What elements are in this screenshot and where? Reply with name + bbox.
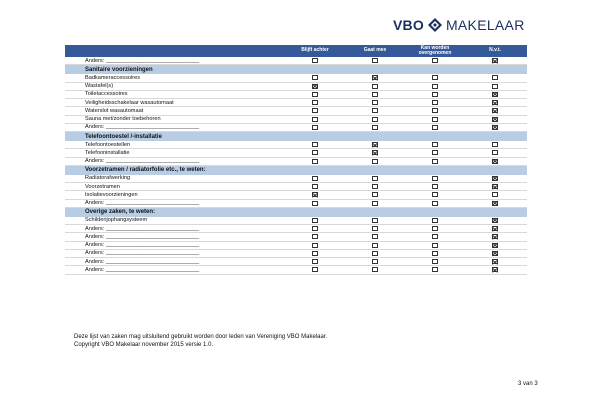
section-heading: Sanitaire voorzieningen: [65, 65, 527, 74]
checkbox[interactable]: [372, 226, 378, 231]
logo-vbo-text: VBO: [393, 17, 424, 33]
checkbox[interactable]: [432, 201, 438, 206]
row-label: Anders: ______________________________: [85, 200, 200, 207]
checked-checkbox[interactable]: [372, 75, 378, 80]
checked-checkbox[interactable]: [492, 159, 498, 164]
table-row: [65, 107, 527, 115]
row-label: Telefoontoestellen: [85, 141, 131, 148]
checked-checkbox[interactable]: [492, 117, 498, 122]
checkbox[interactable]: [492, 150, 498, 155]
checkbox[interactable]: [312, 117, 318, 122]
checkbox[interactable]: [432, 125, 438, 130]
section-heading: Telefoontoestel /-installatie: [65, 132, 527, 141]
checkbox-cell: [465, 84, 525, 89]
checkbox[interactable]: [312, 100, 318, 105]
checkbox-cell: [345, 150, 405, 155]
checkbox-cell: [405, 226, 465, 231]
table-row: [65, 124, 527, 132]
row-label: Wastafel(s): [85, 83, 114, 90]
table-row: [65, 149, 527, 157]
table-row: [65, 200, 527, 208]
checkbox[interactable]: [312, 226, 318, 231]
table-row: [65, 158, 527, 166]
checkbox-cell: [345, 159, 405, 164]
checkbox-cell: [405, 176, 465, 181]
checkbox[interactable]: [312, 267, 318, 272]
checked-checkbox[interactable]: [492, 108, 498, 113]
row-label: Radiatorafwerking: [85, 175, 131, 182]
checkbox-cell: [285, 108, 345, 113]
checkbox[interactable]: [432, 184, 438, 189]
checkbox[interactable]: [372, 108, 378, 113]
checkbox[interactable]: [432, 58, 438, 63]
checkbox[interactable]: [372, 84, 378, 89]
checkbox[interactable]: [432, 234, 438, 239]
checked-checkbox[interactable]: [372, 150, 378, 155]
checkbox[interactable]: [432, 117, 438, 122]
checked-checkbox[interactable]: [492, 125, 498, 130]
checkbox-cell: [405, 100, 465, 105]
table-row: [65, 83, 527, 91]
checked-checkbox[interactable]: [492, 92, 498, 97]
checkbox[interactable]: [432, 75, 438, 80]
checkbox-cell: [405, 108, 465, 113]
checked-checkbox[interactable]: [492, 226, 498, 231]
checkbox-cell: [405, 75, 465, 80]
checkbox[interactable]: [432, 142, 438, 147]
logo-diamond-icon: [428, 18, 442, 32]
checkbox-cell: [345, 125, 405, 130]
page-number: 3 van 3: [518, 381, 538, 387]
checkbox-cell: [465, 184, 525, 189]
checkbox[interactable]: [432, 267, 438, 272]
checkbox-cell: [285, 267, 345, 272]
table-row: [65, 217, 527, 225]
checkbox-cell: [465, 100, 525, 105]
checkbox[interactable]: [432, 159, 438, 164]
checkbox[interactable]: [372, 267, 378, 272]
checkbox[interactable]: [492, 142, 498, 147]
checkbox-cell: [285, 251, 345, 256]
checkbox-cell: [405, 218, 465, 223]
checkbox[interactable]: [312, 234, 318, 239]
checked-checkbox[interactable]: [312, 192, 318, 197]
checkbox[interactable]: [312, 218, 318, 223]
checkbox[interactable]: [312, 108, 318, 113]
table-row: [65, 57, 527, 65]
table-row: [65, 116, 527, 124]
checkbox-cell: [285, 142, 345, 147]
checkbox-cell: [285, 243, 345, 248]
checkbox[interactable]: [312, 92, 318, 97]
checkbox-cell: [405, 150, 465, 155]
checkbox[interactable]: [432, 251, 438, 256]
checkbox[interactable]: [372, 201, 378, 206]
row-label: Schilderijophangsysteem: [85, 217, 148, 224]
row-label: Isolatievoorzieningen: [85, 191, 138, 198]
copyright-footer: [74, 334, 327, 349]
checkbox-cell: [465, 201, 525, 206]
checkbox[interactable]: [312, 243, 318, 248]
checkbox-cell: [345, 201, 405, 206]
checkbox-cell: [465, 125, 525, 130]
checkbox[interactable]: [372, 184, 378, 189]
checkbox[interactable]: [432, 192, 438, 197]
checkbox-cell: [465, 142, 525, 147]
checkbox[interactable]: [372, 259, 378, 264]
checkbox[interactable]: [312, 142, 318, 147]
col-header-nvt: N.v.t.: [489, 47, 501, 54]
checked-checkbox[interactable]: [492, 184, 498, 189]
checkbox-cell: [285, 117, 345, 122]
checkbox[interactable]: [372, 159, 378, 164]
table-body: [65, 57, 527, 275]
checkbox[interactable]: [372, 176, 378, 181]
table-row: [65, 99, 527, 107]
table-row: [65, 141, 527, 149]
checkbox[interactable]: [432, 226, 438, 231]
checkbox-cell: [465, 267, 525, 272]
checkbox[interactable]: [492, 84, 498, 89]
checkbox[interactable]: [432, 100, 438, 105]
checkbox-cell: [465, 108, 525, 113]
checkbox-cell: [345, 267, 405, 272]
vbo-makelaar-logo: [393, 16, 525, 34]
row-label: Anders: ______________________________: [85, 266, 200, 273]
checkbox-cell: [465, 218, 525, 223]
checkbox-cell: [405, 125, 465, 130]
checkbox-cell: [405, 251, 465, 256]
checkbox-cell: [465, 75, 525, 80]
table-row: [65, 233, 527, 241]
checkbox-cell: [285, 192, 345, 197]
checkbox[interactable]: [372, 100, 378, 105]
checkbox-cell: [345, 100, 405, 105]
row-label: Toiletaccessoires: [85, 91, 128, 98]
checkbox-cell: [345, 184, 405, 189]
checkbox-cell: [285, 100, 345, 105]
checked-checkbox[interactable]: [492, 201, 498, 206]
checkbox[interactable]: [372, 218, 378, 223]
checkbox-cell: [465, 192, 525, 197]
row-label: Waterslot wasautomaat: [85, 107, 144, 114]
section-heading: Voorzetramen / radiatorfolie etc., te weten:: [65, 166, 527, 175]
checkbox-cell: [405, 201, 465, 206]
checkbox-cell: [465, 251, 525, 256]
row-label: Anders: ______________________________: [85, 57, 200, 64]
checkbox[interactable]: [312, 125, 318, 130]
checkbox-cell: [345, 108, 405, 113]
checkbox-cell: [465, 58, 525, 63]
checkbox[interactable]: [432, 243, 438, 248]
checkbox[interactable]: [312, 251, 318, 256]
checkbox-cell: [405, 84, 465, 89]
checkbox-cell: [465, 159, 525, 164]
checkbox-cell: [405, 58, 465, 63]
checked-checkbox[interactable]: [492, 251, 498, 256]
checkbox-cell: [345, 243, 405, 248]
checkbox-cell: [345, 84, 405, 89]
checked-checkbox[interactable]: [492, 100, 498, 105]
checkbox-cell: [345, 58, 405, 63]
footer-line-2: Copyright VBO Makelaar november 2015 versie 1.0.: [74, 341, 214, 348]
table-row: [65, 242, 527, 250]
checkbox-cell: [285, 125, 345, 130]
checkbox-cell: [405, 234, 465, 239]
row-label: Sauna met/zonder toebehoren: [85, 116, 161, 123]
row-label: Telefooninstallatie: [85, 149, 130, 156]
checkbox[interactable]: [372, 234, 378, 239]
checked-checkbox[interactable]: [492, 218, 498, 223]
table-row: [65, 175, 527, 183]
checkbox-cell: [405, 117, 465, 122]
checkbox-cell: [285, 184, 345, 189]
checkbox[interactable]: [432, 176, 438, 181]
checkbox-cell: [405, 192, 465, 197]
row-label: Anders: ______________________________: [85, 242, 200, 249]
checkbox-cell: [285, 201, 345, 206]
table-row: [65, 191, 527, 199]
checkbox[interactable]: [372, 92, 378, 97]
checkbox-cell: [345, 192, 405, 197]
checkbox-cell: [345, 259, 405, 264]
row-label: Anders: ______________________________: [85, 258, 200, 265]
checkbox[interactable]: [372, 251, 378, 256]
col-header-kan-worden-overgenomen: Kan worden overgenomen: [418, 44, 452, 56]
checkbox-cell: [405, 159, 465, 164]
table-row: [65, 266, 527, 274]
checkbox-cell: [465, 150, 525, 155]
checkbox-cell: [345, 234, 405, 239]
checkbox-cell: [345, 75, 405, 80]
checkbox[interactable]: [312, 75, 318, 80]
checkbox[interactable]: [432, 108, 438, 113]
checked-checkbox[interactable]: [492, 267, 498, 272]
col-header-blijft-achter: Blijft achter: [301, 47, 329, 54]
checkbox-cell: [465, 226, 525, 231]
checkbox-cell: [285, 75, 345, 80]
checkbox[interactable]: [492, 75, 498, 80]
checkbox-cell: [345, 226, 405, 231]
checked-checkbox[interactable]: [372, 142, 378, 147]
checkbox-cell: [285, 226, 345, 231]
checkbox-cell: [285, 84, 345, 89]
checkbox[interactable]: [312, 259, 318, 264]
checkbox-cell: [345, 176, 405, 181]
checkbox[interactable]: [492, 192, 498, 197]
row-label: Voorzetramen: [85, 183, 120, 190]
checkbox-cell: [405, 184, 465, 189]
checkbox[interactable]: [312, 201, 318, 206]
checkbox-cell: [465, 234, 525, 239]
table-row: [65, 225, 527, 233]
checked-checkbox[interactable]: [492, 234, 498, 239]
checkbox-cell: [285, 176, 345, 181]
checkbox-cell: [465, 259, 525, 264]
checkbox-cell: [345, 251, 405, 256]
checkbox-cell: [345, 218, 405, 223]
checkbox[interactable]: [432, 259, 438, 264]
row-label: Anders: ______________________________: [85, 158, 200, 165]
checkbox[interactable]: [372, 117, 378, 122]
checkbox[interactable]: [312, 176, 318, 181]
checkbox-cell: [405, 142, 465, 147]
checkbox[interactable]: [432, 92, 438, 97]
checkbox[interactable]: [432, 218, 438, 223]
col-header-gaat-mee: Gaat mee: [363, 47, 387, 54]
checkbox[interactable]: [312, 150, 318, 155]
checkbox-cell: [405, 259, 465, 264]
checkbox[interactable]: [372, 192, 378, 197]
checked-checkbox[interactable]: [492, 243, 498, 248]
checkbox-cell: [285, 234, 345, 239]
checked-checkbox[interactable]: [312, 84, 318, 89]
row-label: Anders: ______________________________: [85, 225, 200, 232]
checked-checkbox[interactable]: [492, 176, 498, 181]
checkbox-cell: [345, 142, 405, 147]
checkbox-cell: [465, 117, 525, 122]
checkbox-cell: [285, 159, 345, 164]
row-label: Badkameraccessoires: [85, 74, 141, 81]
footer-line-1: Deze lijst van zaken mag uitsluitend gebruikt worden door leden van Vereniging VBO Makelaar.: [74, 334, 328, 340]
checkbox[interactable]: [372, 243, 378, 248]
section-heading: Overige zaken, te weten:: [65, 208, 527, 217]
row-label: Anders: ______________________________: [85, 250, 200, 257]
checkbox-cell: [465, 243, 525, 248]
checked-checkbox[interactable]: [492, 58, 498, 63]
checkbox[interactable]: [432, 150, 438, 155]
checkbox-cell: [285, 58, 345, 63]
checkbox-cell: [405, 267, 465, 272]
checkbox-cell: [465, 92, 525, 97]
checkbox-cell: [405, 243, 465, 248]
table-row: [65, 91, 527, 99]
checkbox-cell: [285, 92, 345, 97]
row-label: Anders: ______________________________: [85, 124, 200, 131]
checkbox-cell: [285, 150, 345, 155]
checkbox[interactable]: [372, 125, 378, 130]
row-label: Anders: ______________________________: [85, 233, 200, 240]
checkbox-cell: [345, 117, 405, 122]
checkbox[interactable]: [432, 84, 438, 89]
checkbox-cell: [405, 92, 465, 97]
checklist-table: [65, 45, 527, 275]
checkbox[interactable]: [312, 159, 318, 164]
logo-makelaar-text: MAKELAAR: [445, 17, 525, 33]
checkbox-cell: [465, 176, 525, 181]
checkbox-cell: [345, 92, 405, 97]
checkbox[interactable]: [312, 184, 318, 189]
checkbox[interactable]: [372, 58, 378, 63]
table-row: [65, 74, 527, 82]
row-label: Veiligheidsschakelaar wasautomaat: [85, 99, 174, 106]
checkbox-cell: [285, 218, 345, 223]
checked-checkbox[interactable]: [492, 259, 498, 264]
table-row: [65, 250, 527, 258]
checkbox[interactable]: [312, 58, 318, 63]
table-row: [65, 258, 527, 266]
checkbox-cell: [285, 259, 345, 264]
table-header: [65, 45, 527, 57]
table-row: [65, 183, 527, 191]
